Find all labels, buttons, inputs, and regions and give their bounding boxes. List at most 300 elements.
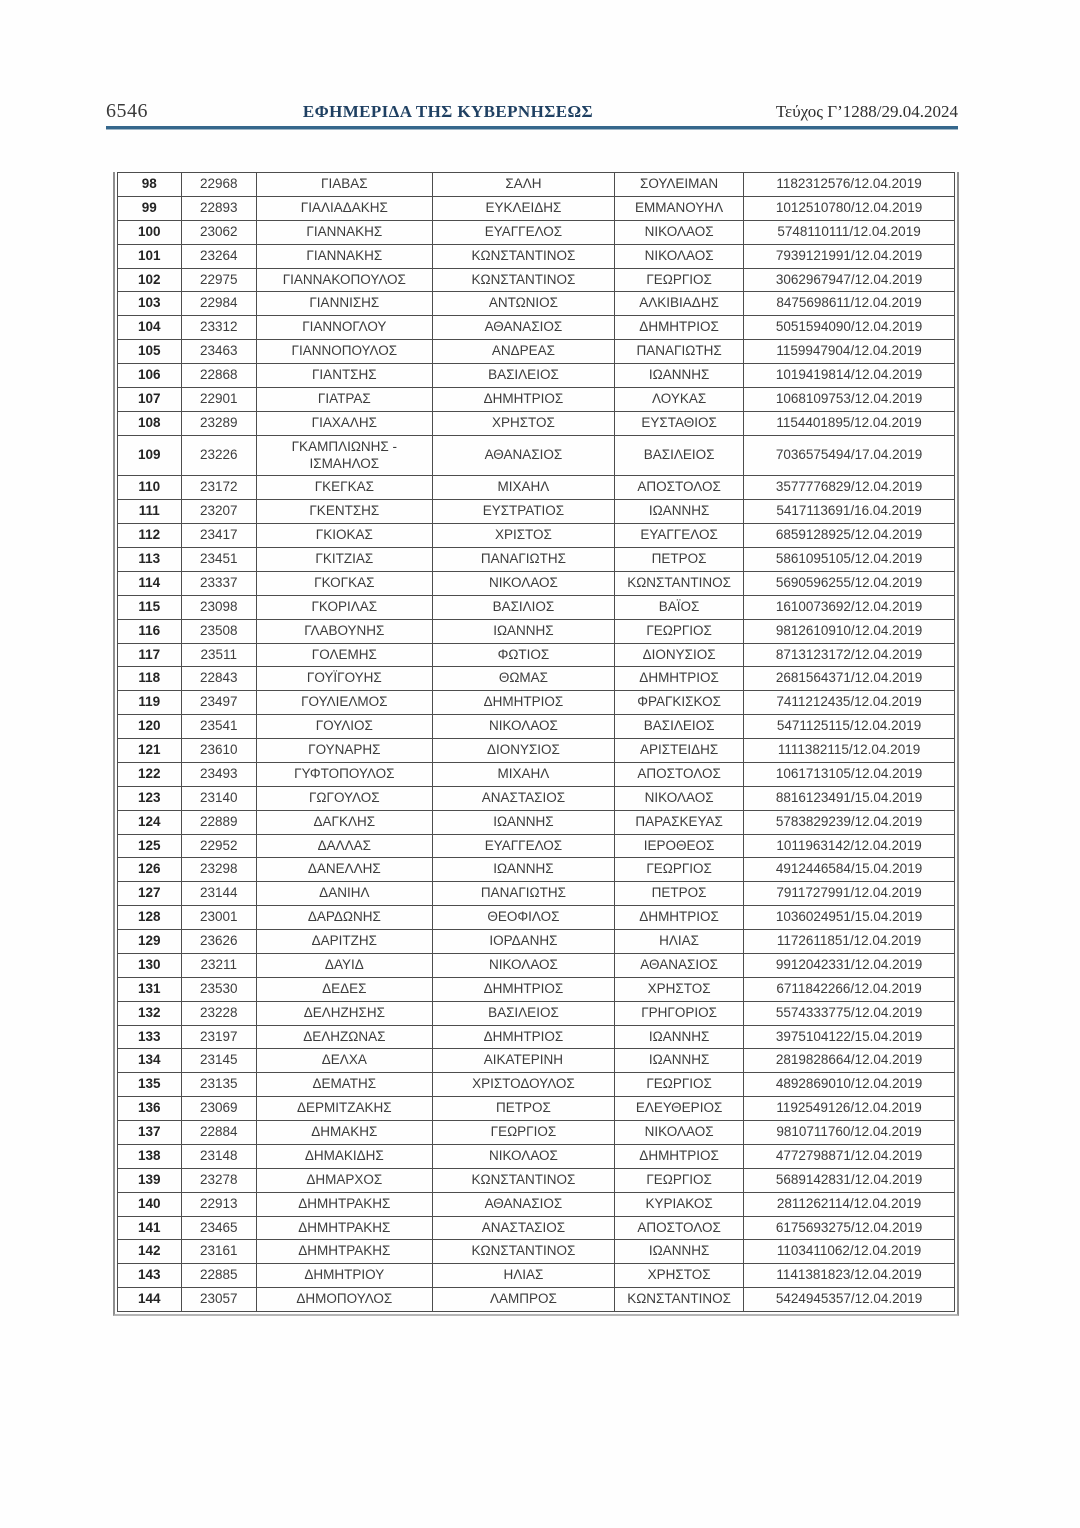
cell-father-name: ΛΟΥΚΑΣ (615, 387, 744, 411)
cell-father-name: ΔΗΜΗΤΡΙΟΣ (615, 316, 744, 340)
cell-surname: ΔΗΜΑΡΧΟΣ (256, 1168, 432, 1192)
cell-registry-id: 23228 (181, 1001, 256, 1025)
table-row (118, 762, 955, 786)
cell-first-name: ΒΑΣΙΛΕΙΟΣ (432, 364, 614, 388)
table-row (118, 1144, 955, 1168)
cell-row-number: 119 (118, 691, 182, 715)
cell-row-number: 122 (118, 762, 182, 786)
cell-id-and-date: 4912446584/15.04.2019 (744, 858, 955, 882)
cell-father-name: ΔΗΜΗΤΡΙΟΣ (615, 906, 744, 930)
cell-row-number: 120 (118, 715, 182, 739)
cell-row-number: 99 (118, 196, 182, 220)
cell-father-name: ΔΙΟΝΥΣΙΟΣ (615, 643, 744, 667)
cell-registry-id: 23417 (181, 524, 256, 548)
table-row (118, 1240, 955, 1264)
cell-id-and-date: 5861095105/12.04.2019 (744, 548, 955, 572)
cell-registry-id: 23264 (181, 244, 256, 268)
table-row (118, 524, 955, 548)
table-row (118, 220, 955, 244)
cell-id-and-date: 7036575494/17.04.2019 (744, 435, 955, 476)
cell-first-name: ΑΝΑΣΤΑΣΙΟΣ (432, 786, 614, 810)
cell-row-number: 131 (118, 977, 182, 1001)
cell-surname: ΓΙΑΝΝΟΓΛΟΥ (256, 316, 432, 340)
cell-row-number: 114 (118, 571, 182, 595)
cell-id-and-date: 6711842266/12.04.2019 (744, 977, 955, 1001)
cell-id-and-date: 1111382115/12.04.2019 (744, 739, 955, 763)
table-row (118, 1025, 955, 1049)
cell-registry-id: 22913 (181, 1192, 256, 1216)
cell-registry-id: 23226 (181, 435, 256, 476)
cell-registry-id: 23626 (181, 930, 256, 954)
cell-first-name: ΕΥΣΤΡΑΤΙΟΣ (432, 500, 614, 524)
cell-father-name: ΑΡΙΣΤΕΙΔΗΣ (615, 739, 744, 763)
cell-first-name: ΧΡΗΣΤΟΣ (432, 411, 614, 435)
cell-father-name: ΑΠΟΣΤΟΛΟΣ (615, 476, 744, 500)
cell-id-and-date: 1061713105/12.04.2019 (744, 762, 955, 786)
cell-surname: ΔΗΜΗΤΡΑΚΗΣ (256, 1216, 432, 1240)
table-row (118, 691, 955, 715)
cell-first-name: ΓΕΩΡΓΙΟΣ (432, 1121, 614, 1145)
cell-surname: ΓΚΕΝΤΣΗΣ (256, 500, 432, 524)
cell-id-and-date: 1141381823/12.04.2019 (744, 1264, 955, 1288)
table-row (118, 930, 955, 954)
cell-id-and-date: 1036024951/15.04.2019 (744, 906, 955, 930)
cell-row-number: 121 (118, 739, 182, 763)
cell-row-number: 133 (118, 1025, 182, 1049)
cell-surname: ΔΗΜΑΚΙΔΗΣ (256, 1144, 432, 1168)
cell-surname: ΔΕΛΗΖΩΝΑΣ (256, 1025, 432, 1049)
cell-id-and-date: 6175693275/12.04.2019 (744, 1216, 955, 1240)
cell-first-name: ΝΙΚΟΛΑΟΣ (432, 571, 614, 595)
cell-id-and-date: 3062967947/12.04.2019 (744, 268, 955, 292)
cell-registry-id: 23098 (181, 595, 256, 619)
cell-first-name: ΕΥΑΓΓΕΛΟΣ (432, 834, 614, 858)
cell-registry-id: 22975 (181, 268, 256, 292)
cell-id-and-date: 1192549126/12.04.2019 (744, 1097, 955, 1121)
table-row (118, 316, 955, 340)
table-row (118, 411, 955, 435)
cell-father-name: ΓΕΩΡΓΙΟΣ (615, 1073, 744, 1097)
cell-registry-id: 22889 (181, 810, 256, 834)
cell-father-name: ΣΟΥΛΕΙΜΑΝ (615, 173, 744, 197)
table-row (118, 1049, 955, 1073)
cell-registry-id: 22885 (181, 1264, 256, 1288)
cell-id-and-date: 5574333775/12.04.2019 (744, 1001, 955, 1025)
cell-father-name: ΠΑΝΑΓΙΩΤΗΣ (615, 340, 744, 364)
cell-surname: ΔΕΜΑΤΗΣ (256, 1073, 432, 1097)
cell-father-name: ΚΩΝΣΤΑΝΤΙΝΟΣ (615, 571, 744, 595)
cell-id-and-date: 5690596255/12.04.2019 (744, 571, 955, 595)
cell-surname: ΓΙΑΤΡΑΣ (256, 387, 432, 411)
cell-first-name: ΜΙΧΑΗΛ (432, 762, 614, 786)
cell-father-name: ΠΑΡΑΣΚΕΥΑΣ (615, 810, 744, 834)
cell-id-and-date: 1103411062/12.04.2019 (744, 1240, 955, 1264)
cell-row-number: 100 (118, 220, 182, 244)
cell-father-name: ΧΡΗΣΤΟΣ (615, 1264, 744, 1288)
cell-row-number: 113 (118, 548, 182, 572)
cell-registry-id: 23451 (181, 548, 256, 572)
cell-row-number: 130 (118, 953, 182, 977)
cell-id-and-date: 8816123491/15.04.2019 (744, 786, 955, 810)
table-row (118, 1288, 955, 1312)
cell-surname: ΓΙΑΝΝΟΠΟΥΛΟΣ (256, 340, 432, 364)
cell-surname: ΓΙΑΝΝΙΣΗΣ (256, 292, 432, 316)
table-row (118, 196, 955, 220)
cell-surname: ΓΛΑΒΟΥΝΗΣ (256, 619, 432, 643)
cell-row-number: 143 (118, 1264, 182, 1288)
cell-surname: ΓΟΥΪΓΟΥΗΣ (256, 667, 432, 691)
table-row (118, 1121, 955, 1145)
cell-first-name: ΠΑΝΑΓΙΩΤΗΣ (432, 548, 614, 572)
cell-first-name: ΚΩΝΣΤΑΝΤΙΝΟΣ (432, 1168, 614, 1192)
cell-id-and-date: 9810711760/12.04.2019 (744, 1121, 955, 1145)
cell-row-number: 141 (118, 1216, 182, 1240)
cell-father-name: ΓΕΩΡΓΙΟΣ (615, 619, 744, 643)
cell-registry-id: 23278 (181, 1168, 256, 1192)
cell-registry-id: 22884 (181, 1121, 256, 1145)
cell-surname: ΓΟΛΕΜΗΣ (256, 643, 432, 667)
table-row (118, 1001, 955, 1025)
cell-registry-id: 23145 (181, 1049, 256, 1073)
cell-registry-id: 23057 (181, 1288, 256, 1312)
cell-first-name: ΝΙΚΟΛΑΟΣ (432, 1144, 614, 1168)
cell-surname: ΓΙΑΛΙΑΔΑΚΗΣ (256, 196, 432, 220)
registry-table-container (113, 172, 959, 1316)
cell-surname: ΓΚΕΓΚΑΣ (256, 476, 432, 500)
cell-father-name: ΙΩΑΝΝΗΣ (615, 1025, 744, 1049)
cell-row-number: 111 (118, 500, 182, 524)
cell-row-number: 144 (118, 1288, 182, 1312)
cell-father-name: ΙΕΡΟΘΕΟΣ (615, 834, 744, 858)
cell-first-name: ΑΝΔΡΕΑΣ (432, 340, 614, 364)
table-row (118, 1097, 955, 1121)
cell-id-and-date: 5783829239/12.04.2019 (744, 810, 955, 834)
cell-id-and-date: 3975104122/15.04.2019 (744, 1025, 955, 1049)
cell-row-number: 123 (118, 786, 182, 810)
table-row (118, 435, 955, 476)
cell-first-name: ΚΩΝΣΤΑΝΤΙΝΟΣ (432, 268, 614, 292)
page-header (106, 100, 958, 123)
cell-surname: ΔΗΜΗΤΡΑΚΗΣ (256, 1192, 432, 1216)
cell-surname: ΓΙΑΝΝΑΚΟΠΟΥΛΟΣ (256, 268, 432, 292)
cell-id-and-date: 8475698611/12.04.2019 (744, 292, 955, 316)
cell-father-name: ΙΩΑΝΝΗΣ (615, 1240, 744, 1264)
cell-first-name: ΝΙΚΟΛΑΟΣ (432, 953, 614, 977)
cell-father-name: ΓΕΩΡΓΙΟΣ (615, 858, 744, 882)
table-row (118, 476, 955, 500)
cell-first-name: ΧΡΙΣΤΟΔΟΥΛΟΣ (432, 1073, 614, 1097)
cell-first-name: ΔΗΜΗΤΡΙΟΣ (432, 977, 614, 1001)
cell-first-name: ΙΟΡΔΑΝΗΣ (432, 930, 614, 954)
table-row (118, 1192, 955, 1216)
cell-first-name: ΝΙΚΟΛΑΟΣ (432, 715, 614, 739)
cell-surname: ΓΚΑΜΠΛΙΩΝΗΣ - ΙΣΜΑΗΛΟΣ (256, 435, 432, 476)
cell-surname: ΔΗΜΗΤΡΙΟΥ (256, 1264, 432, 1288)
cell-surname: ΓΟΥΝΑΡΗΣ (256, 739, 432, 763)
cell-id-and-date: 2811262114/12.04.2019 (744, 1192, 955, 1216)
cell-id-and-date: 7939121991/12.04.2019 (744, 244, 955, 268)
cell-id-and-date: 2681564371/12.04.2019 (744, 667, 955, 691)
cell-first-name: ΘΩΜΑΣ (432, 667, 614, 691)
cell-first-name: ΛΑΜΠΡΟΣ (432, 1288, 614, 1312)
cell-row-number: 136 (118, 1097, 182, 1121)
cell-row-number: 110 (118, 476, 182, 500)
cell-registry-id: 23062 (181, 220, 256, 244)
cell-row-number: 134 (118, 1049, 182, 1073)
cell-surname: ΔΗΜΑΚΗΣ (256, 1121, 432, 1145)
cell-father-name: ΒΑΣΙΛΕΙΟΣ (615, 715, 744, 739)
cell-surname: ΓΚΙΤΖΙΑΣ (256, 548, 432, 572)
table-row (118, 571, 955, 595)
cell-surname: ΔΕΛΗΖΗΣΗΣ (256, 1001, 432, 1025)
issue-info: Τεύχος Γ’1288/29.04.2024 (775, 102, 958, 121)
cell-surname: ΓΙΑΝΝΑΚΗΣ (256, 244, 432, 268)
cell-surname: ΓΩΓΟΥΛΟΣ (256, 786, 432, 810)
cell-father-name: ΓΡΗΓΟΡΙΟΣ (615, 1001, 744, 1025)
cell-surname: ΓΙΑΝΝΑΚΗΣ (256, 220, 432, 244)
cell-row-number: 104 (118, 316, 182, 340)
cell-first-name: ΑΘΑΝΑΣΙΟΣ (432, 1192, 614, 1216)
table-row (118, 858, 955, 882)
cell-registry-id: 23001 (181, 906, 256, 930)
cell-row-number: 98 (118, 173, 182, 197)
cell-first-name: ΙΩΑΝΝΗΣ (432, 810, 614, 834)
cell-row-number: 116 (118, 619, 182, 643)
table-row (118, 387, 955, 411)
cell-first-name: ΑΘΑΝΑΣΙΟΣ (432, 316, 614, 340)
cell-surname: ΓΙΑΧΑΛΗΣ (256, 411, 432, 435)
cell-father-name: ΚΩΝΣΤΑΝΤΙΝΟΣ (615, 1288, 744, 1312)
cell-id-and-date: 6859128925/12.04.2019 (744, 524, 955, 548)
table-row (118, 364, 955, 388)
table-row (118, 643, 955, 667)
cell-father-name: ΔΗΜΗΤΡΙΟΣ (615, 667, 744, 691)
cell-first-name: ΚΩΝΣΤΑΝΤΙΝΟΣ (432, 244, 614, 268)
cell-father-name: ΑΘΑΝΑΣΙΟΣ (615, 953, 744, 977)
cell-registry-id: 23610 (181, 739, 256, 763)
cell-registry-id: 23135 (181, 1073, 256, 1097)
cell-first-name: ΣΑΛΗ (432, 173, 614, 197)
table-row (118, 268, 955, 292)
table-row (118, 786, 955, 810)
cell-surname: ΔΑΡΙΤΖΗΣ (256, 930, 432, 954)
cell-first-name: ΕΥΚΛΕΙΔΗΣ (432, 196, 614, 220)
cell-registry-id: 22984 (181, 292, 256, 316)
cell-registry-id: 23172 (181, 476, 256, 500)
cell-father-name: ΗΛΙΑΣ (615, 930, 744, 954)
cell-id-and-date: 2819828664/12.04.2019 (744, 1049, 955, 1073)
cell-father-name: ΑΠΟΣΤΟΛΟΣ (615, 1216, 744, 1240)
cell-father-name: ΠΕΤΡΟΣ (615, 882, 744, 906)
cell-surname: ΓΟΥΛΙΟΣ (256, 715, 432, 739)
cell-registry-id: 23337 (181, 571, 256, 595)
cell-registry-id: 23289 (181, 411, 256, 435)
registry-table (117, 172, 955, 1312)
cell-registry-id: 22952 (181, 834, 256, 858)
cell-surname: ΓΚΟΓΚΑΣ (256, 571, 432, 595)
cell-father-name: ΒΑΪΟΣ (615, 595, 744, 619)
cell-surname: ΔΗΜΗΤΡΑΚΗΣ (256, 1240, 432, 1264)
cell-father-name: ΑΛΚΙΒΙΑΔΗΣ (615, 292, 744, 316)
table-row (118, 1168, 955, 1192)
cell-row-number: 101 (118, 244, 182, 268)
cell-first-name: ΠΑΝΑΓΙΩΤΗΣ (432, 882, 614, 906)
cell-row-number: 102 (118, 268, 182, 292)
cell-first-name: ΗΛΙΑΣ (432, 1264, 614, 1288)
cell-surname: ΔΑΡΔΩΝΗΣ (256, 906, 432, 930)
cell-row-number: 137 (118, 1121, 182, 1145)
cell-father-name: ΓΕΩΡΓΙΟΣ (615, 1168, 744, 1192)
cell-id-and-date: 4892869010/12.04.2019 (744, 1073, 955, 1097)
cell-registry-id: 22901 (181, 387, 256, 411)
page-number: 6546 (106, 100, 148, 122)
cell-first-name: ΑΙΚΑΤΕΡΙΝΗ (432, 1049, 614, 1073)
cell-surname: ΔΑΝΕΛΛΗΣ (256, 858, 432, 882)
cell-first-name: ΑΘΑΝΑΣΙΟΣ (432, 435, 614, 476)
cell-father-name: ΚΥΡΙΑΚΟΣ (615, 1192, 744, 1216)
cell-registry-id: 23541 (181, 715, 256, 739)
cell-id-and-date: 3577776829/12.04.2019 (744, 476, 955, 500)
cell-father-name: ΦΡΑΓΚΙΣΚΟΣ (615, 691, 744, 715)
cell-first-name: ΙΩΑΝΝΗΣ (432, 858, 614, 882)
cell-surname: ΔΗΜΟΠΟΥΛΟΣ (256, 1288, 432, 1312)
cell-father-name: ΠΕΤΡΟΣ (615, 548, 744, 572)
cell-registry-id: 23140 (181, 786, 256, 810)
cell-id-and-date: 1019419814/12.04.2019 (744, 364, 955, 388)
cell-registry-id: 23148 (181, 1144, 256, 1168)
table-row (118, 595, 955, 619)
cell-first-name: ΔΗΜΗΤΡΙΟΣ (432, 691, 614, 715)
cell-surname: ΔΑΝΙΗΛ (256, 882, 432, 906)
cell-surname: ΔΕΔΕΣ (256, 977, 432, 1001)
cell-father-name: ΧΡΗΣΤΟΣ (615, 977, 744, 1001)
cell-father-name: ΙΩΑΝΝΗΣ (615, 364, 744, 388)
table-row (118, 292, 955, 316)
cell-id-and-date: 9812610910/12.04.2019 (744, 619, 955, 643)
cell-id-and-date: 5689142831/12.04.2019 (744, 1168, 955, 1192)
table-row (118, 548, 955, 572)
cell-row-number: 117 (118, 643, 182, 667)
cell-id-and-date: 5471125115/12.04.2019 (744, 715, 955, 739)
cell-surname: ΓΙΑΒΑΣ (256, 173, 432, 197)
cell-first-name: ΘΕΟΦΙΛΟΣ (432, 906, 614, 930)
cell-first-name: ΔΗΜΗΤΡΙΟΣ (432, 1025, 614, 1049)
cell-row-number: 109 (118, 435, 182, 476)
cell-father-name: ΝΙΚΟΛΑΟΣ (615, 1121, 744, 1145)
cell-first-name: ΦΩΤΙΟΣ (432, 643, 614, 667)
table-row (118, 715, 955, 739)
table-row (118, 953, 955, 977)
cell-first-name: ΕΥΑΓΓΕΛΟΣ (432, 220, 614, 244)
table-row (118, 906, 955, 930)
cell-id-and-date: 5748110111/12.04.2019 (744, 220, 955, 244)
cell-row-number: 124 (118, 810, 182, 834)
cell-row-number: 135 (118, 1073, 182, 1097)
cell-registry-id: 23211 (181, 953, 256, 977)
table-row (118, 1264, 955, 1288)
cell-father-name: ΝΙΚΟΛΑΟΣ (615, 786, 744, 810)
cell-registry-id: 22968 (181, 173, 256, 197)
cell-father-name: ΓΕΩΡΓΙΟΣ (615, 268, 744, 292)
cell-row-number: 107 (118, 387, 182, 411)
cell-registry-id: 23497 (181, 691, 256, 715)
table-row (118, 882, 955, 906)
cell-row-number: 108 (118, 411, 182, 435)
cell-father-name: ΕΜΜΑΝΟΥΗΛ (615, 196, 744, 220)
cell-row-number: 112 (118, 524, 182, 548)
cell-first-name: ΜΙΧΑΗΛ (432, 476, 614, 500)
cell-registry-id: 22893 (181, 196, 256, 220)
cell-surname: ΓΥΦΤΟΠΟΥΛΟΣ (256, 762, 432, 786)
cell-registry-id: 23161 (181, 1240, 256, 1264)
cell-father-name: ΝΙΚΟΛΑΟΣ (615, 220, 744, 244)
cell-row-number: 126 (118, 858, 182, 882)
cell-father-name: ΒΑΣΙΛΕΙΟΣ (615, 435, 744, 476)
cell-id-and-date: 5051594090/12.04.2019 (744, 316, 955, 340)
cell-row-number: 139 (118, 1168, 182, 1192)
cell-first-name: ΧΡΙΣΤΟΣ (432, 524, 614, 548)
cell-surname: ΓΙΑΝΤΣΗΣ (256, 364, 432, 388)
cell-registry-id: 23508 (181, 619, 256, 643)
table-row (118, 1216, 955, 1240)
cell-registry-id: 23511 (181, 643, 256, 667)
cell-row-number: 138 (118, 1144, 182, 1168)
cell-id-and-date: 1068109753/12.04.2019 (744, 387, 955, 411)
cell-id-and-date: 4772798871/12.04.2019 (744, 1144, 955, 1168)
cell-row-number: 129 (118, 930, 182, 954)
cell-registry-id: 22843 (181, 667, 256, 691)
cell-id-and-date: 5417113691/16.04.2019 (744, 500, 955, 524)
cell-registry-id: 23069 (181, 1097, 256, 1121)
table-row (118, 667, 955, 691)
cell-row-number: 118 (118, 667, 182, 691)
cell-id-and-date: 1172611851/12.04.2019 (744, 930, 955, 954)
cell-surname: ΔΑΥΙΔ (256, 953, 432, 977)
registry-table-body (118, 173, 955, 1312)
table-row (118, 834, 955, 858)
cell-id-and-date: 1154401895/12.04.2019 (744, 411, 955, 435)
cell-first-name: ΔΙΟΝΥΣΙΟΣ (432, 739, 614, 763)
cell-registry-id: 23144 (181, 882, 256, 906)
cell-registry-id: 22868 (181, 364, 256, 388)
table-row (118, 1073, 955, 1097)
cell-row-number: 127 (118, 882, 182, 906)
cell-surname: ΓΟΥΛΙΕΛΜΟΣ (256, 691, 432, 715)
cell-surname: ΔΕΡΜΙΤΖΑΚΗΣ (256, 1097, 432, 1121)
cell-id-and-date: 1182312576/12.04.2019 (744, 173, 955, 197)
cell-surname: ΓΚΟΡΙΛΑΣ (256, 595, 432, 619)
cell-row-number: 125 (118, 834, 182, 858)
cell-father-name: ΕΥΣΤΑΘΙΟΣ (615, 411, 744, 435)
cell-surname: ΔΑΓΚΛΗΣ (256, 810, 432, 834)
cell-id-and-date: 8713123172/12.04.2019 (744, 643, 955, 667)
cell-father-name: ΝΙΚΟΛΑΟΣ (615, 244, 744, 268)
cell-first-name: ΚΩΝΣΤΑΝΤΙΝΟΣ (432, 1240, 614, 1264)
cell-id-and-date: 1159947904/12.04.2019 (744, 340, 955, 364)
cell-registry-id: 23463 (181, 340, 256, 364)
cell-first-name: ΙΩΑΝΝΗΣ (432, 619, 614, 643)
cell-father-name: ΙΩΑΝΝΗΣ (615, 500, 744, 524)
cell-row-number: 142 (118, 1240, 182, 1264)
cell-id-and-date: 1011963142/12.04.2019 (744, 834, 955, 858)
cell-registry-id: 23530 (181, 977, 256, 1001)
cell-row-number: 106 (118, 364, 182, 388)
cell-id-and-date: 7411212435/12.04.2019 (744, 691, 955, 715)
cell-father-name: ΑΠΟΣΤΟΛΟΣ (615, 762, 744, 786)
cell-surname: ΓΚΙΟΚΑΣ (256, 524, 432, 548)
cell-registry-id: 23493 (181, 762, 256, 786)
cell-surname: ΔΕΛΧΑ (256, 1049, 432, 1073)
